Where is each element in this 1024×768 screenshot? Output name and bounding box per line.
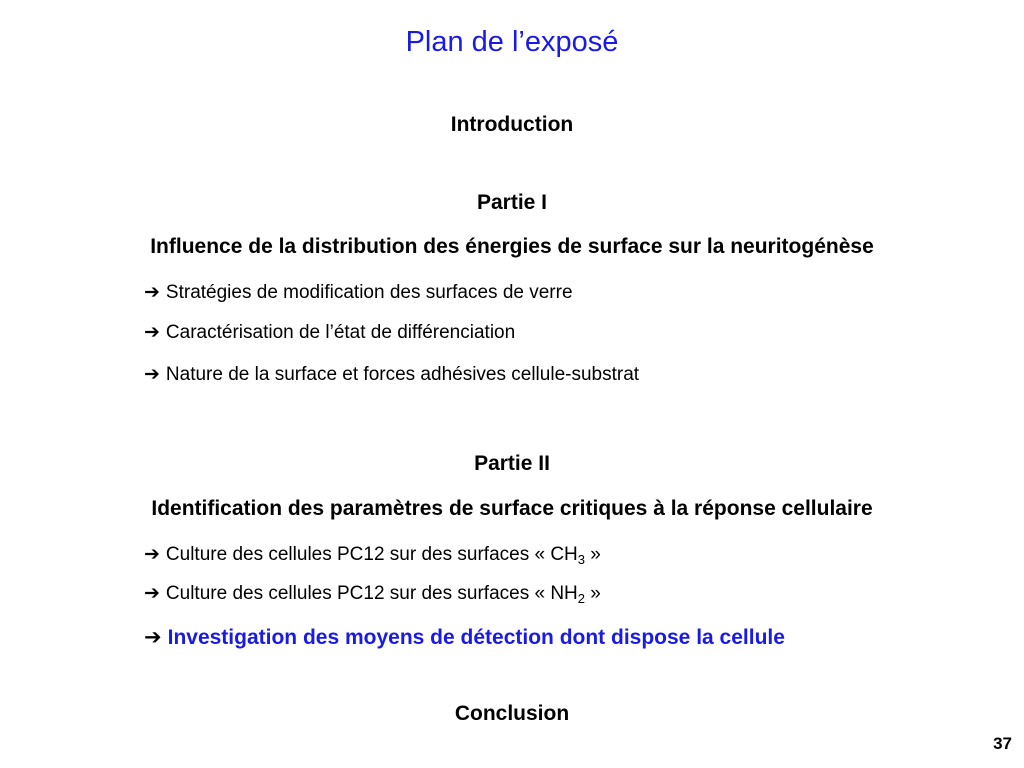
arrow-right-icon: ➔	[144, 364, 160, 385]
part2-heading: Identification des paramètres de surface critiques à la réponse cellulaire	[151, 497, 873, 520]
arrow-right-icon: ➔	[144, 626, 162, 649]
subscript: 3	[577, 552, 586, 567]
part2-highlight-bullet	[144, 625, 785, 650]
part1-bullet-text: Caractérisation de l’état de différenciation	[165, 322, 516, 343]
highlight-bullet-text: Investigation des moyens de détection dont dispose la cellule	[167, 626, 785, 649]
conclusion-heading: Conclusion	[454, 702, 570, 725]
part1-bullet-text: Stratégies de modification des surfaces de verre	[165, 282, 573, 303]
part2-bullet	[144, 543, 601, 566]
part1-bullet	[144, 281, 573, 304]
arrow-right-icon: ➔	[144, 322, 160, 343]
part1-bullet	[144, 321, 515, 344]
part2-bullet	[144, 582, 601, 605]
part1-bullet-text: Nature de la surface et forces adhésives cellule-substrat	[165, 364, 640, 385]
part1-bullet	[144, 363, 639, 386]
slide-title: Plan de l’exposé	[405, 26, 619, 58]
part1-label: Partie I	[476, 191, 548, 214]
page-number: 37	[993, 734, 1012, 753]
subscript: 2	[577, 591, 586, 606]
arrow-right-icon: ➔	[144, 583, 160, 604]
part2-bullet-suffix: »	[585, 583, 601, 604]
part2-bullet-text: Culture des cellules PC12 sur des surfaces « CH	[165, 544, 578, 565]
introduction-heading: Introduction	[450, 113, 574, 136]
arrow-right-icon: ➔	[144, 282, 160, 303]
arrow-right-icon: ➔	[144, 544, 160, 565]
part2-bullet-text: Culture des cellules PC12 sur des surfaces « NH	[165, 583, 578, 604]
part2-label: Partie II	[474, 452, 550, 475]
part1-heading: Influence de la distribution des énergies de surface sur la neuritogénèse	[150, 235, 874, 258]
part2-bullet-suffix: »	[585, 544, 601, 565]
